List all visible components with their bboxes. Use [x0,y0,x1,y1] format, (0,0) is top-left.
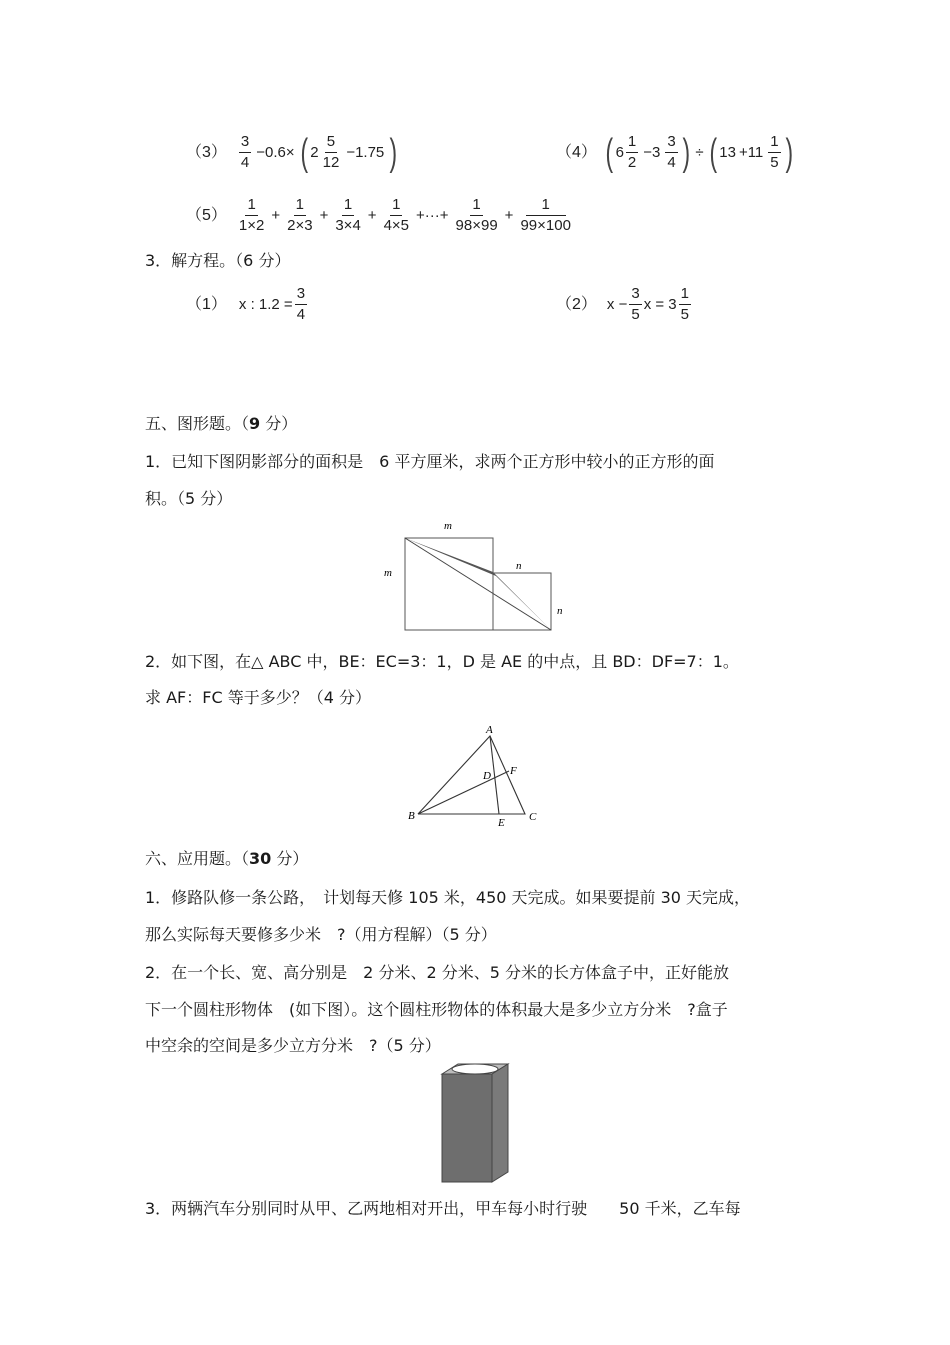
equation-1 [186,284,309,325]
whole-number: 13 [719,144,736,161]
question-text: 中空余的空间是多少立方分米 ?（5 分） [145,1036,441,1055]
denominator: 12 [322,154,340,171]
equation-mid: x = 3 [643,296,677,313]
numerator: 1 [768,132,780,153]
fraction [321,132,342,173]
expression-5 [186,195,575,236]
box-front [442,1074,492,1182]
operator: + [319,207,329,224]
operator: −1.75 [346,144,385,161]
numerator: 1 [245,195,257,216]
squares-figure [378,516,578,638]
denominator: 99×100 [520,217,571,234]
label-n-right: n [557,605,563,617]
segment-ae [490,736,499,814]
question-text: 2．在一个长、宽、高分别是 2 分米、2 分米、5 分米的长方体盒子中，正好能放 [145,963,729,982]
numerator: 1 [470,195,482,216]
section-title-text: 五、图形题。（ [145,414,250,433]
fraction [454,195,500,236]
section-score: 30 [249,849,272,868]
label-e: E [498,817,505,829]
operator: ÷ [695,144,704,161]
item-label: （3） [186,143,227,161]
expression-4 [556,132,795,173]
label-a: A [486,724,493,736]
fraction [285,195,314,236]
fraction [382,195,411,236]
cylinder-top [452,1064,498,1074]
denominator: 5 [770,154,779,171]
right-paren: ) [682,131,690,174]
denominator: 2 [627,154,637,171]
label-c: C [529,811,537,823]
triangle-abc [418,736,525,814]
numerator: 3 [629,284,641,305]
section-5-title [145,414,297,434]
operator: +11 [738,144,764,161]
label-m-top: m [444,520,452,532]
denominator: 98×99 [455,217,498,234]
numerator: 1 [626,132,638,153]
box-side [492,1064,508,1182]
whole-number: 6 [615,144,624,161]
segment-bf [418,771,509,814]
denominator: 5 [631,306,640,323]
operator: + [367,207,377,224]
question-text: 那么实际每天要修多少米 ?（用方程解）（5 分） [145,925,497,944]
left-paren: ( [709,131,717,174]
item-label: （1） [186,295,227,313]
fraction [239,132,251,173]
numerator: 1 [390,195,402,216]
numerator: 1 [342,195,354,216]
fraction [629,284,641,325]
question-text: 1．修路队修一条公路， 计划每天修 105 米，450 天完成。如果要提前 30 天完成， [145,888,751,907]
denominator: 4×5 [383,217,410,234]
denominator: 1×2 [238,217,265,234]
question-text: 下一个圆柱形物体 (如下图）。这个圆柱形物体的体积最大是多少立方分米 ?盒子 [145,1000,728,1019]
numerator: 1 [679,284,691,305]
numerator: 3 [239,132,251,153]
fraction [626,132,638,173]
fraction [679,284,691,325]
fraction [333,195,362,236]
fraction [518,195,572,236]
item-label: （4） [556,143,597,161]
label-d: D [483,770,491,782]
denominator: 5 [680,306,689,323]
question-text: 求 AF：FC 等于多少？（4 分） [145,688,371,707]
item-label: （2） [556,295,597,313]
question-text: 3．两辆汽车分别同时从甲、乙两地相对开出，甲车每小时行驶 50 千米，乙车每 [145,1199,741,1218]
fraction [295,284,307,325]
numerator: 1 [294,195,306,216]
equation-2 [556,284,693,325]
denominator: 4 [667,154,676,171]
equation-lhs: x − [606,296,628,313]
label-f: F [510,765,517,777]
question-text: 积。（5 分） [145,489,233,508]
fraction [665,132,677,173]
denominator: 3×4 [335,217,361,234]
equation-lhs: x : 1.2 = [238,296,293,313]
section-title-text: 分） [260,414,298,433]
operator: −3 [643,144,661,161]
right-paren: ) [389,131,398,174]
denominator: 4 [296,306,306,323]
section-title-text: 六、应用题。（ [145,849,250,868]
numerator: 1 [526,195,566,216]
label-b: B [408,810,415,822]
box-cylinder-figure [434,1062,518,1186]
section-score: 9 [249,414,261,433]
triangle-figure [400,722,550,830]
numerator: 3 [295,284,307,305]
numerator: 5 [325,132,337,153]
denominator: 4 [240,154,250,171]
section-title-text: 分） [271,849,309,868]
question-text: 1．已知下图阴影部分的面积是 6 平方厘米，求两个正方形中较小的正方形的面 [145,452,715,471]
operator: +···+ [416,207,449,224]
question-text: 2．如下图，在△ ABC 中，BE：EC=3：1，D 是 AE 的中点，且 BD：DF=7：1。 [145,652,739,671]
operator: −0.6× [256,144,295,161]
operator: + [271,207,281,224]
label-n-top: n [516,560,522,572]
left-paren: ( [300,131,308,174]
label-m-left: m [384,567,392,579]
large-square [405,538,493,630]
denominator: 2×3 [287,217,313,234]
item-label: （5） [186,206,227,224]
whole-number: 2 [310,144,319,161]
right-paren: ) [785,131,793,174]
fraction [768,132,780,173]
expression-3 [186,132,400,173]
operator: + [504,207,514,224]
diagonal-line [405,538,551,630]
section-6-title [145,849,308,869]
question-3-title: 3．解方程。（6 分） [145,251,291,270]
fraction [237,195,266,236]
left-paren: ( [605,131,614,174]
numerator: 3 [665,132,677,153]
